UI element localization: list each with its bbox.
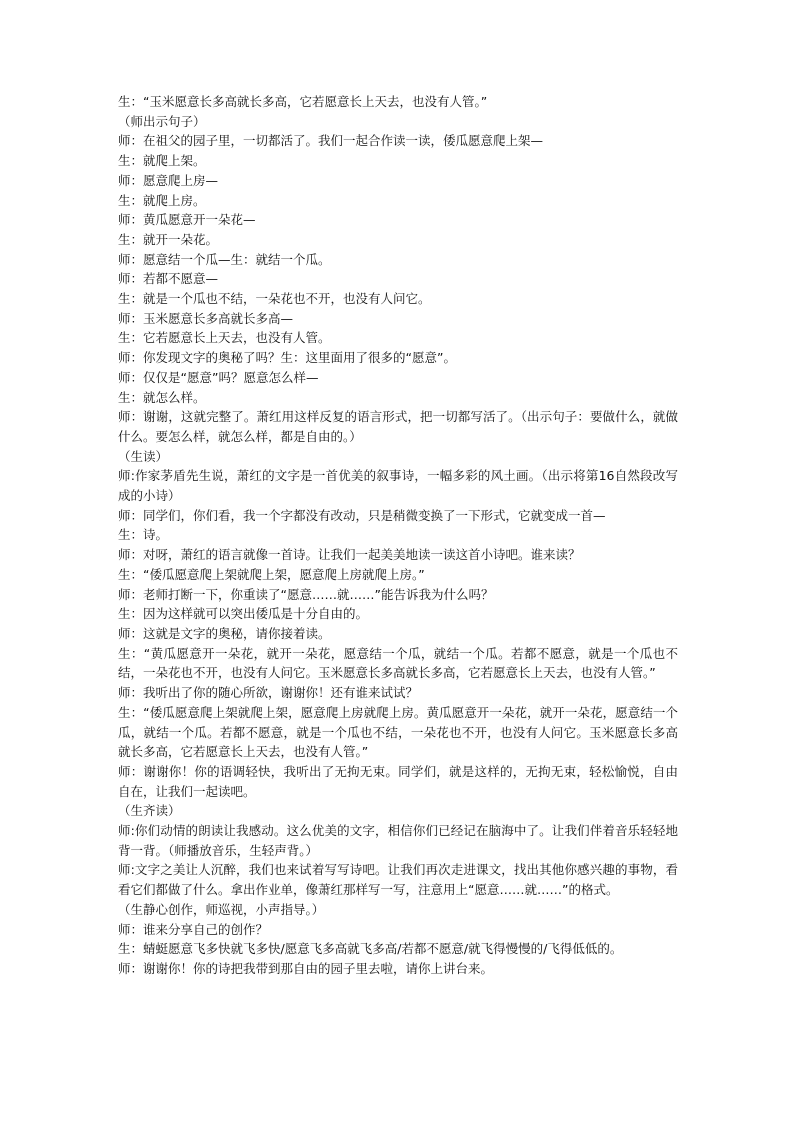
text-line: 师：谁来分享自己的创作？ [118,921,269,937]
text-line: 师：愿意结一个瓜—生：就结一个瓜。 [118,251,331,267]
text-line: 生：“倭瓜愿意爬上架就爬上架，愿意爬上房就爬上房。” [118,566,425,582]
text-line: 师：同学们，你们看，我一个字都没有改动，只是稍微变换了一下形式，它就变成一首— [118,507,606,523]
text-line: 生：诗。 [118,527,169,543]
text-line: 师：谢谢，这就完整了。萧红用这样反复的语言形式，把一切都写活了。（出示句子：要做什么，就做什么。要怎么样，就怎么样，都是自由的。） [118,409,678,444]
text-line: 师:文字之美让人沉醉，我们也来试着写写诗吧。让我们再次走进课文，找出其他你感兴趣的事物，看看它们都做了什么。拿出作业单，像萧红那样写一写，注意用上“愿意……就……”的格式。 [118,862,678,898]
text-line: 师：我听出了你的随心所欲，谢谢你！还有谁来试试？ [118,685,419,701]
text-line: 生：就爬上架。 [118,153,206,169]
document-body [118,92,678,979]
text-line: 生：就爬上房。 [118,192,206,208]
text-line: 生：“倭瓜愿意爬上架就爬上架，愿意爬上房就爬上房。黄瓜愿意开一朵花，就开一朵花，愿意结一个瓜，就结一个瓜。若都不愿意，就是一个瓜也不结，一朵花也不开，也没有人问它。玉米愿意长多高就长多高，它若愿意长上天去，也没有人管。” [118,704,678,760]
text-line: 师：玉米愿意长多高就长多高— [118,310,294,326]
text-line: 生：就怎么样。 [118,389,206,405]
text-line: 师：对呀，萧红的语言就像一首诗。让我们一起美美地读一读这首小诗吧。谁来读？ [118,547,581,563]
text-line: 师:你们动情的朗读让我感动。这么优美的文字，相信你们已经记在脑海中了。让我们伴着音乐轻轻地背一背。（师播放音乐，生轻声背。） [118,823,678,858]
text-line: 师：黄瓜愿意开一朵花— [118,212,256,228]
text-line: 生：它若愿意长上天去，也没有人管。 [118,330,331,346]
text-line: 生：因为这样就可以突出倭瓜是十分自由的。 [118,606,369,622]
text-line: 师：谢谢你！你的语调轻快，我听出了无拘无束。同学们，就是这样的，无拘无束，轻松愉悦，自由自在，让我们一起读吧。 [118,763,678,799]
text-line: 生：“黄瓜愿意开一朵花，就开一朵花，愿意结一个瓜，就结一个瓜。若都不愿意，就是一个瓜也不结，一朵花也不开，也没有人问它。玉米愿意长多高就长多高，它若愿意长上天去，也没有人管。” [118,645,678,681]
text-line: 生：就开一朵花。 [118,231,219,247]
text-line: 师：老师打断一下，你重读了“愿意……就……”能告诉我为什么吗？ [118,586,494,602]
text-line: （生读） [118,448,169,464]
text-line: 师：这就是文字的奥秘，请你接着读。 [118,625,331,641]
text-line: 生：蜻蜓愿意飞多快就飞多快/愿意飞多高就飞多高/若都不愿意/就飞得慢慢的/飞得低低的。 [118,941,623,957]
text-line: 师：你发现文字的奥秘了吗？生：这里面用了很多的“愿意”。 [118,350,456,366]
text-line: 生：“玉米愿意长多高就长多高，它若愿意长上天去，也没有人管。” [118,94,488,109]
text-line: 师：谢谢你！你的诗把我带到那自由的园子里去啦，请你上讲台来。 [118,960,494,976]
text-line: （师出示句子） [118,113,206,129]
text-line: （生齐读） [118,803,181,819]
text-line: 师：在祖父的园子里，一切都活了。我们一起合作读一读，倭瓜愿意爬上架— [118,133,544,149]
text-line: 师：若都不愿意— [118,271,219,287]
text-line: 生：就是一个瓜也不结，一朵花也不开，也没有人问它。 [118,291,431,307]
text-line: 师：愿意爬上房— [118,172,219,188]
text-line: （生静心创作，师巡视，小声指导。） [118,901,325,917]
text-line: 师:作家茅盾先生说，萧红的文字是一首优美的叙事诗，一幅多彩的风土画。（出示将第16自然段改写成的小诗） [118,468,678,504]
text-line: 师：仅仅是“愿意”吗？愿意怎么样— [118,369,319,385]
